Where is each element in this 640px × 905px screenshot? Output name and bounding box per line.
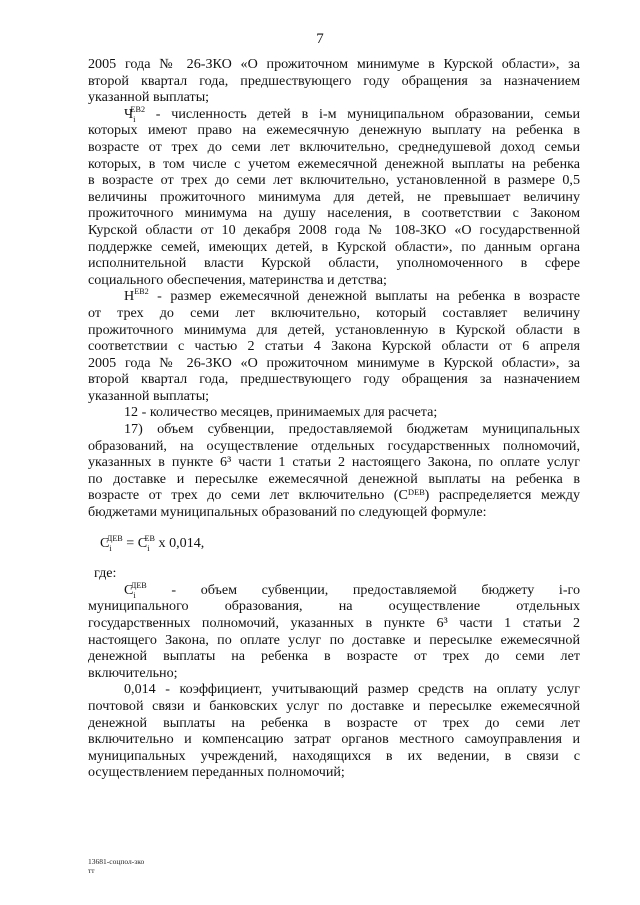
body-line: 2005 года № 26-ЗКО «О прожиточном минимуме в Курской области», за <box>88 354 580 371</box>
formula-rest: х 0,014, <box>154 534 205 551</box>
formula-lhs-sub: i <box>109 542 112 553</box>
body-line: поддержке семей, имеющих детей, в Курской области», по данным органа <box>88 238 580 255</box>
body-line: которых, в том числе с учетом ежемесячной денежной выплаты на ребенка <box>88 155 580 172</box>
body-line: второй квартал года, предшествующего году обращения за назначением <box>88 371 580 388</box>
body2-line: муниципального образования, на осуществление отдельных <box>88 598 580 615</box>
body-line: $Н^{ЕВ2}$ - размер ежемесячной денежной выплаты на ребенка в возрасте <box>124 287 580 305</box>
body2-line: почтовой связи и банковских услуг по доставке и пересылке ежемесячной <box>88 697 580 714</box>
symbol-term: $Н^{ЕВ2}$ <box>124 287 149 305</box>
body-line: по доставке и пересылке ежемесячной денежной выплаты на ребенка в <box>88 470 580 487</box>
page-body <box>88 56 580 781</box>
formula-rhs-base: С <box>137 534 148 551</box>
body2-line: денежной выплаты на ребенка в возрасте от трех до семи лет <box>88 648 580 665</box>
footer-initials: тт <box>88 866 95 875</box>
body-line: 12 - количество месяцев, принимаемых для расчета; <box>124 404 438 421</box>
body-line: исполнительной власти Курской области, уполномоченного в сфере <box>88 255 580 272</box>
body-line: образований, на осуществление отдельных государственных полномочий, <box>88 437 580 454</box>
body-line: от трех до семи лет включительно, который составляет величину <box>88 304 580 321</box>
body2-line: настоящего Закона, по оплате услуг по доставке и пересылке ежемесячной <box>88 631 580 648</box>
body-line: указанных в пункте 6³ части 1 статьи 2 настоящего Закона, по оплате услуг <box>88 454 580 471</box>
body-line: 17) объем субвенции, предоставляемой бюджетам муниципальных <box>124 421 580 438</box>
body-line: соответствии с частью 2 статьи 4 Закона Курской области от 6 апреля <box>88 338 580 355</box>
body2-line: государственных полномочий, указанных в пункте 6³ части 1 статьи 2 <box>88 615 580 631</box>
body-line: которых имеют право на ежемесячную денежную выплату на ребенка в <box>88 122 580 139</box>
formula-rhs-sub: i <box>147 542 150 553</box>
body-line: прожиточного минимума для детей, установленную в Курской области в <box>88 321 580 338</box>
body2-line: осуществлением переданных полномочий; <box>88 764 345 781</box>
text-block-1 <box>88 56 580 521</box>
formula: $С_i^{ДЕВ} = С_i^{ЕВ}$ х 0,014, <box>100 533 205 553</box>
body2-line: включительно; <box>88 664 178 681</box>
body2-line: муниципальных учреждений, находящихся в их ведении, в связи с <box>88 747 580 764</box>
body-line: возрасте от трех до семи лет включительно, среднедушевой доход семьи <box>88 138 580 155</box>
body-line: величины прожиточного минимума для детей, не превышает величину <box>88 188 580 205</box>
body2-line: денежной выплаты на ребенка в возрасте от трех до семи лет <box>88 714 580 731</box>
body2-line: 0,014 - коэффициент, учитывающий размер средств на оплату услуг <box>124 681 580 698</box>
symbol-term: $Ч_i^{ЕВ2}$ <box>124 104 146 124</box>
body-line: второй квартал года, предшествующего году обращения за назначением <box>88 72 580 89</box>
formula-rhs-sup: ЕВ <box>144 533 155 543</box>
body-line: 2005 года № 26-ЗКО «О прожиточном минимуме в Курской области», за <box>88 56 580 72</box>
text-block-2 <box>88 582 580 781</box>
body2-line: $С_i^{ДЕВ}$ - объем субвенции, предоставляемой бюджету i-го <box>124 580 580 600</box>
body-line: указанной выплаты; <box>88 89 210 106</box>
formula-lhs-sup: ДЕВ <box>106 533 123 543</box>
body-line: социального обеспечения, материнства и детства; <box>88 271 387 288</box>
body-line: возрасте от трех до семи лет включительно (Сᴰᴱᴮ) распределяется между <box>88 487 580 504</box>
body-line: Курской области от 10 декабря 2008 года № 108-ЗКО «О государственной <box>88 221 580 238</box>
body-line: в возрасте от трех до семи лет включительно, установленной в размере 0,5 <box>88 172 580 189</box>
body-line: бюджетами муниципальных образований по следующей формуле: <box>88 504 487 521</box>
body-line: $Ч_i^{ЕВ2}$ - численность детей в i-м муниципальном образовании, семьи <box>124 104 580 124</box>
page-number: 7 <box>316 31 324 47</box>
formula-lhs-base: С <box>100 534 110 551</box>
where-label: где: <box>94 565 117 582</box>
body-line: указанной выплаты; <box>88 387 210 404</box>
footer <box>88 857 144 875</box>
body2-line: включительно и компенсацию затрат органов местного самоуправления и <box>88 731 580 748</box>
body-line: прожиточного минимума на душу населения, в соответствии с Законом <box>88 205 580 222</box>
footer-code: 13681-соцпол-зко <box>88 857 145 866</box>
symbol-term: $С_i^{ДЕВ}$ <box>124 580 147 600</box>
